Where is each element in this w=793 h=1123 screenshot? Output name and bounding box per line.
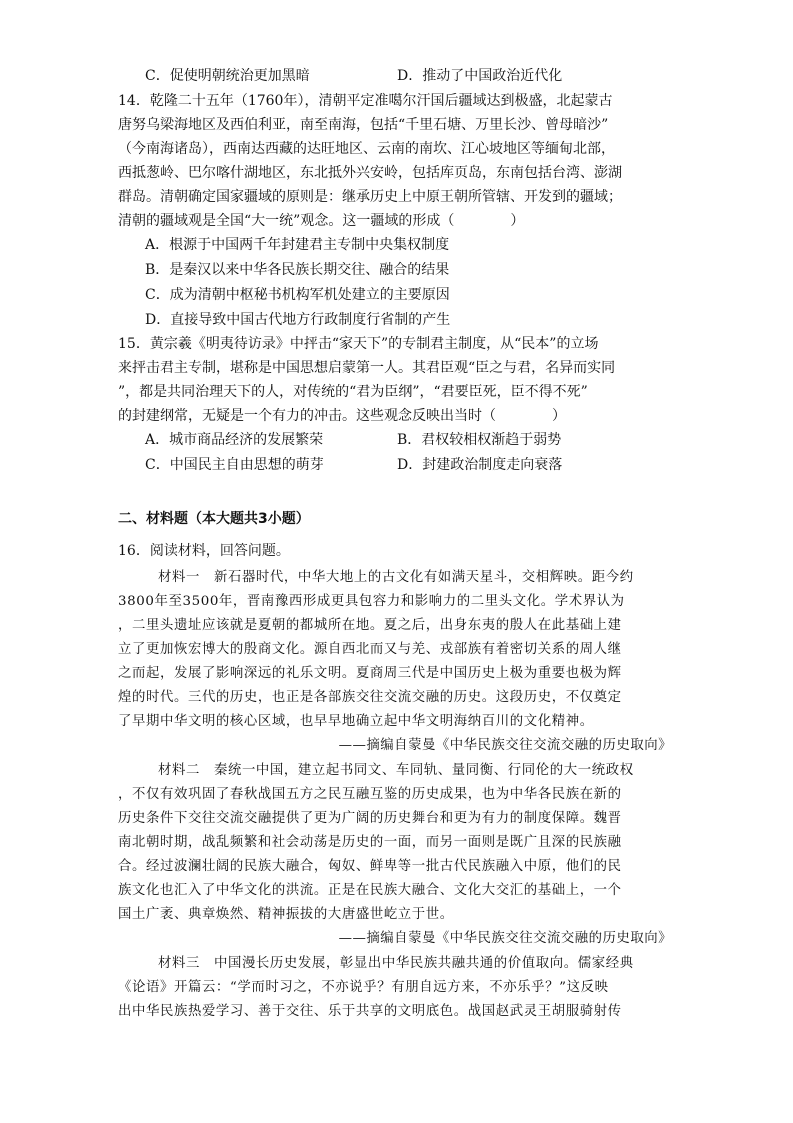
q13-option-c: C．促使明朝统治更加黑暗 [145,68,310,84]
q14-option-c: C．成为清朝中枢秘书机构军机处建立的主要原因 [145,287,450,303]
q15-option-d: D．封建政治制度走向衰落 [397,457,563,473]
q15-line: 来抨击君主专制，堪称是中国思想启蒙第一人。其君臣观“臣之与君，名异而实同 [118,360,616,376]
q15-line: 15．黄宗羲《明夷待访录》中抨击“家天下”的专制君主制度，从“民本”的立场 [118,336,599,352]
material1-line: 立了更加恢宏博大的殷商文化。源自西北而又与羌、戎部族有着密切关系的周人继 [118,642,622,657]
q14-line: 西抵葱岭、巴尔喀什湖地区，东北抵外兴安岭，包括库页岛，东南包括台湾、澎湖 [118,165,622,181]
q14-option-a: A．根源于中国两千年封建君主专制中央集权制度 [145,237,450,253]
material2-line: 历史条件下交往交流交融提供了更为广阔的历史舞台和更为有力的制度保障。魏晋 [118,811,622,826]
q15-option-b: B．君权较相权渐趋于弱势 [397,432,562,448]
material2-line: 族文化也汇入了中华文化的洪流。正是在民族大融合、文化大交汇的基础上，一个 [118,883,622,898]
material3-line: 《论语》开篇云：“学而时习之，不亦说乎？有朋自远方来，不亦乐乎？”这反映 [118,980,609,995]
q14-line: 14．乾隆二十五年（1760年），清朝平定准噶尔汗国后疆域达到极盛，北起蒙古 [118,93,613,109]
material1-source: ——摘编自蒙曼《中华民族交往交流交融的历史取向》 [338,738,672,753]
q14-option-b: B．是秦汉以来中华各民族长期交往、融合的结果 [145,262,450,278]
q13-option-d: D．推动了中国政治近代化 [397,68,563,84]
material1-line: ，二里头遗址应该就是夏朝的都城所在地。夏之后，出身东夷的殷人在此基础上建 [118,618,622,633]
material2-line: 南北朝时期，战乱频繁和社会动荡是历史的一面，而另一面则是既广且深的民族融 [118,835,622,850]
q14-line: 唐努乌梁海地区及西伯利亚，南至南海，包括“千里石塘、万里长沙、曾母暗沙” [118,117,609,133]
material2-source: ——摘编自蒙曼《中华民族交往交流交融的历史取向》 [338,931,672,946]
material2-line: 国土广袤、典章焕然、精神振拔的大唐盛世屹立于世。 [118,907,454,922]
q14-option-d: D．直接导致中国古代地方行政制度行省制的产生 [145,312,451,328]
q15-option-a: A．城市商品经济的发展繁荣 [145,432,324,448]
material2-line: 合。经过波澜壮阔的民族大融合，匈奴、鲜卑等一批古代民族融入中原，他们的民 [118,859,622,874]
material1-line: 了早期中华文明的核心区域，也早早地确立起中华文明海纳百川的文化精神。 [118,714,594,729]
material1-line: 之而起，发展了影响深远的礼乐文明。夏商周三代是中国历史上极为重要也极为辉 [118,666,622,681]
q14-line: 清朝的疆域观是全国“大一统”观念。这一疆域的形成（ ） [118,213,525,229]
material2-line: 材料二 秦统一中国，建立起书同文、车同轨、量同衡、行同伦的大一统政权 [158,763,634,778]
q14-line: （今南海诸岛），西南达西藏的达旺地区、云南的南坎、江心坡地区等缅甸北部， [118,141,615,157]
q15-line: ”，都是共同治理天下的人，对传统的“君为臣纲”，“君要臣死，臣不得不死” [118,384,588,400]
q15-line: 的封建纲常，无疑是一个有力的冲击。这些观念反映出当时（ ） [118,408,566,424]
material2-line: ，不仅有效巩固了春秋战国五方之民互融互鉴的历史成果，也为中华各民族在新的 [118,787,622,802]
material1-line: 3800年至3500年，晋南豫西形成更具包容力和影响力的二里头文化。学术界认为 [118,594,625,609]
q16-prompt: 16．阅读材料，回答问题。 [118,543,290,559]
material1-line: 煌的时代。三代的历史，也正是各部族交往交流交融的历史。这段历史，不仅奠定 [118,690,622,705]
section-title: 二、材料题（本大题共3小题） [118,511,310,527]
material3-line: 出中华民族热爱学习、善于交往、乐于共享的文明底色。战国赵武灵王胡服骑射传 [118,1004,622,1019]
material3-line: 材料三 中国漫长历史发展，彰显出中华民族共融共通的价值取向。儒家经典 [158,956,634,971]
q15-option-c: C．中国民主自由思想的萌芽 [145,457,324,473]
material1-line: 材料一 新石器时代，中华大地上的古文化有如满天星斗，交相辉映。距今约 [158,570,634,585]
q14-line: 群岛。清朝确定国家疆域的原则是：继承历史上中原王朝所管辖、开发到的疆域； [118,189,622,205]
